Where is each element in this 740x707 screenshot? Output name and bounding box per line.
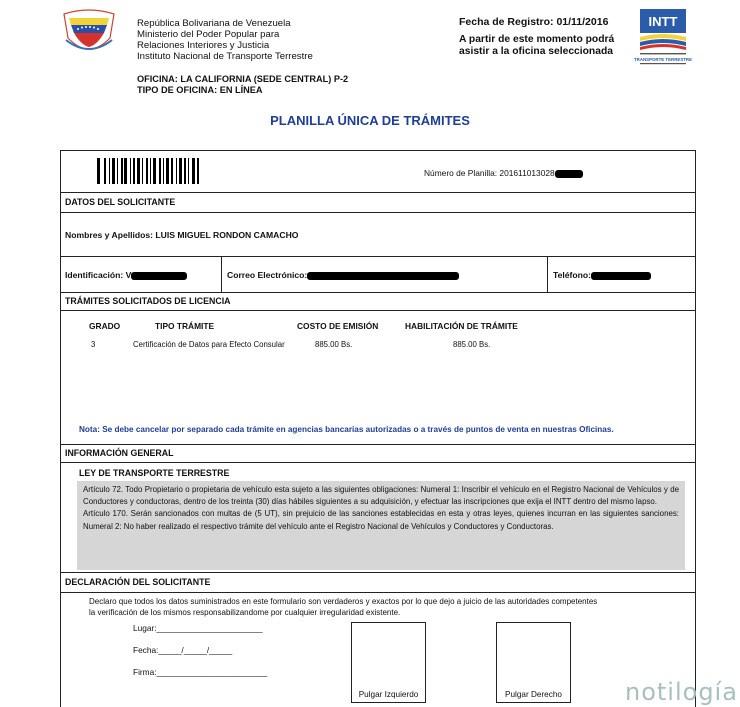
declaration-line: Declaro que todos los datos suministrados en este formulario son verdaderos y exactos por lo que dejo a juicio de las autoridades competentes xyxy=(89,597,598,606)
table-cell: 3 xyxy=(91,340,96,349)
pulgar-derecho-box xyxy=(496,622,571,703)
venezuela-seal-icon xyxy=(60,8,118,58)
contact-row xyxy=(61,257,695,293)
page-title: PLANILLA ÚNICA DE TRÁMITES xyxy=(270,113,470,128)
institution-line: Relaciones Interiores y Justicia xyxy=(137,40,270,51)
firma-field: Firma:________________________ xyxy=(133,667,268,677)
section-header-solicitante xyxy=(61,193,695,213)
column-divider xyxy=(221,257,222,293)
section-header-tramites xyxy=(61,293,695,311)
payment-note: Nota: Se debe cancelar por separado cada trámite en agencias bancarias autorizadas o a través de puntos de venta en nuestras Oficinas. xyxy=(79,425,614,434)
declaration-line: la verificación de los mismos responsabilizandome por cualquier irregularidad existente. xyxy=(89,607,401,617)
section-header-informacion xyxy=(61,445,695,463)
section-title: DECLARACIÓN DEL SOLICITANTE xyxy=(65,577,211,587)
identificacion-label: Identificación: V xyxy=(65,270,132,280)
articulo-170: Artículo 170. Serán sancionados con multas de (5 UT), sin prejuicio de las sanciones establecidas en esta y otras leyes, quienes incurran en las siguientes sanciones: Numeral 2: No haber realizado el respectivo trámite del vehículo ante el Registro Nacional de Vehículos y Conductores y Conductoras. xyxy=(83,509,679,531)
column-header: TIPO TRÁMITE xyxy=(155,321,215,331)
intt-logo-text: INTT xyxy=(648,14,678,29)
telefono-field xyxy=(553,270,651,280)
correo-field xyxy=(227,270,459,280)
fecha-field: Fecha:_____/_____/_____ xyxy=(133,645,233,655)
table-cell: 885.00 Bs. xyxy=(315,340,353,349)
identificacion-field xyxy=(65,270,187,280)
registration-date: Fecha de Registro: 01/11/2016 xyxy=(459,16,609,28)
oficina-label: OFICINA: LA CALIFORNIA (SEDE CENTRAL) P-2 xyxy=(137,74,349,84)
institution-block xyxy=(137,18,313,62)
intt-logo xyxy=(633,9,693,67)
section-title: TRÁMITES SOLICITADOS DE LICENCIA xyxy=(65,296,231,306)
pulgar-izquierdo-box xyxy=(351,622,426,703)
telefono-label: Teléfono: xyxy=(553,270,592,280)
planilla-number xyxy=(424,168,583,178)
column-header: GRADO xyxy=(89,321,121,331)
nombres-field: Nombres y Apellidos: LUIS MIGUEL RONDON CAMACHO xyxy=(65,230,299,240)
column-header: HABILITACIÓN DE TRÁMITE xyxy=(405,321,518,331)
pulgar-izquierdo-label: Pulgar Izquierdo xyxy=(358,690,419,699)
redaction-bar xyxy=(131,272,187,280)
informacion-body xyxy=(61,463,695,573)
column-divider xyxy=(547,257,548,293)
column-header: COSTO DE EMISIÓN xyxy=(297,321,379,331)
correo-label: Correo Electrónico: xyxy=(227,270,308,280)
nombres-row xyxy=(61,213,695,257)
form-table xyxy=(60,150,696,707)
institution-line: Instituto Nacional de Transporte Terrestre xyxy=(137,51,313,62)
registration-note-line: A partir de este momento podrá xyxy=(459,34,615,45)
law-title: LEY DE TRANSPORTE TERRESTRE xyxy=(79,468,230,478)
section-header-declaracion xyxy=(61,573,695,593)
table-cell: Certificación de Datos para Efecto Consular xyxy=(133,340,285,349)
institution-line: Ministerio del Poder Popular para xyxy=(137,29,280,40)
redaction-bar xyxy=(555,170,583,178)
section-title: INFORMACIÓN GENERAL xyxy=(65,448,174,458)
barcode-icon xyxy=(97,158,219,184)
planilla-number-label: Número de Planilla: 201611013028 xyxy=(424,168,555,178)
lugar-field: Lugar:_______________________ xyxy=(133,623,263,633)
table-cell: 885.00 Bs. xyxy=(453,340,491,349)
intt-logo-subtext: TRANSPORTE TERRESTRE xyxy=(633,57,693,62)
tramites-table xyxy=(61,311,695,445)
registration-note-line: asistir a la oficina seleccionada xyxy=(459,46,613,57)
redaction-bar xyxy=(307,272,459,280)
redaction-bar xyxy=(591,272,651,280)
office-block xyxy=(137,74,348,96)
watermark-logo: notilogía xyxy=(625,678,738,706)
barcode-row xyxy=(61,151,695,193)
declaration-text xyxy=(89,597,689,618)
section-title: DATOS DEL SOLICITANTE xyxy=(65,197,176,207)
articulo-72: Artículo 72. Todo Propietario o propietaria de vehículo esta sujeto a las siguientes obligaciones: Numeral 1: Inscribir el vehículo en el Registro Nacional de Vehículos y de Conductores y conductoras, dentro de los treinta (30) días hábiles siguientes a su adquisición, y efectuar las inscripciones que exija el INTT dentro del mismo lapso. xyxy=(83,485,679,507)
law-articles-box xyxy=(77,481,685,570)
registration-block xyxy=(459,16,614,58)
pulgar-derecho-label: Pulgar Derecho xyxy=(505,690,562,699)
institution-line: República Bolivariana de Venezuela xyxy=(137,18,291,29)
tipo-oficina-label: TIPO DE OFICINA: EN LÍNEA xyxy=(137,85,263,95)
